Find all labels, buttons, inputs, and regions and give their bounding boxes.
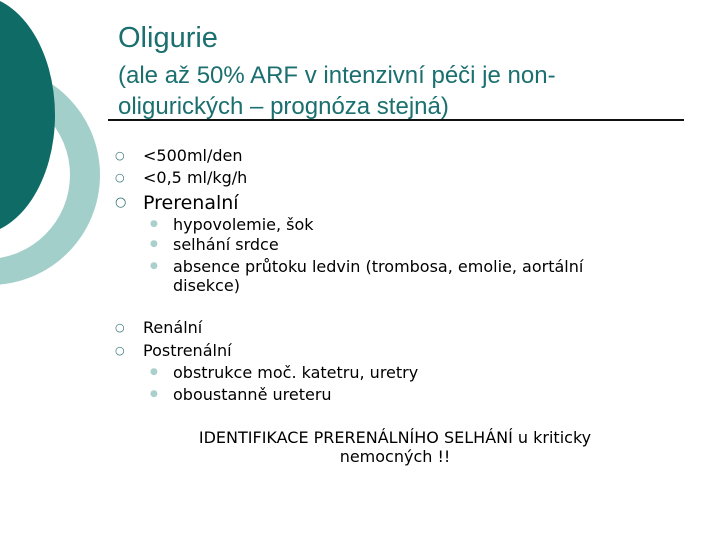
bullet-text: Renální: [143, 318, 203, 337]
sub-bullet-text-continuation: disekce): [173, 276, 240, 295]
bullet-circle-icon: ○: [115, 344, 125, 357]
sub-bullet-text: oboustanně ureteru: [173, 385, 332, 404]
sub-bullet-text: hypovolemie, šok: [173, 215, 314, 234]
bullet-text: <0,5 ml/kg/h: [143, 168, 248, 187]
sub-bullet-dot-icon: ●: [150, 239, 158, 249]
decorative-circles: [0, 0, 130, 300]
title-underline: [108, 119, 684, 121]
bullet-circle-icon: ○: [115, 149, 125, 162]
bullet-circle-icon: ○: [115, 171, 125, 184]
sub-bullet-text: absence průtoku ledvin (trombosa, emolie, aortální: [173, 257, 584, 276]
sub-bullet-text: selhání srdce: [173, 235, 279, 254]
emphasis-note: [150, 428, 640, 466]
emphasis-note-line: IDENTIFIKACE PRERENÁLNÍHO SELHÁNÍ u kriticky: [198, 428, 592, 447]
bullet-text: Postrenální: [143, 341, 232, 360]
sub-bullet-text: obstrukce moč. katetru, uretry: [173, 363, 419, 382]
emphasis-note-line: nemocných !!: [339, 447, 451, 466]
slide-title: Oligurie: [118, 22, 218, 54]
bullet-circle-icon: ○: [115, 195, 127, 210]
decorative-circles-graphic: [0, 0, 130, 300]
bullet-text: Prerenalní: [143, 192, 239, 214]
sub-bullet-dot-icon: ●: [150, 261, 158, 271]
bullet-text: <500ml/den: [143, 146, 243, 165]
sub-bullet-dot-icon: ●: [150, 219, 158, 229]
slide-subtitle: (ale až 50% ARF v intenzivní péči je non-oligurických – prognóza stejná): [118, 62, 556, 120]
sub-bullet-dot-icon: ●: [150, 389, 158, 399]
bullet-circle-icon: ○: [115, 321, 125, 334]
sub-bullet-dot-icon: ●: [150, 367, 158, 377]
